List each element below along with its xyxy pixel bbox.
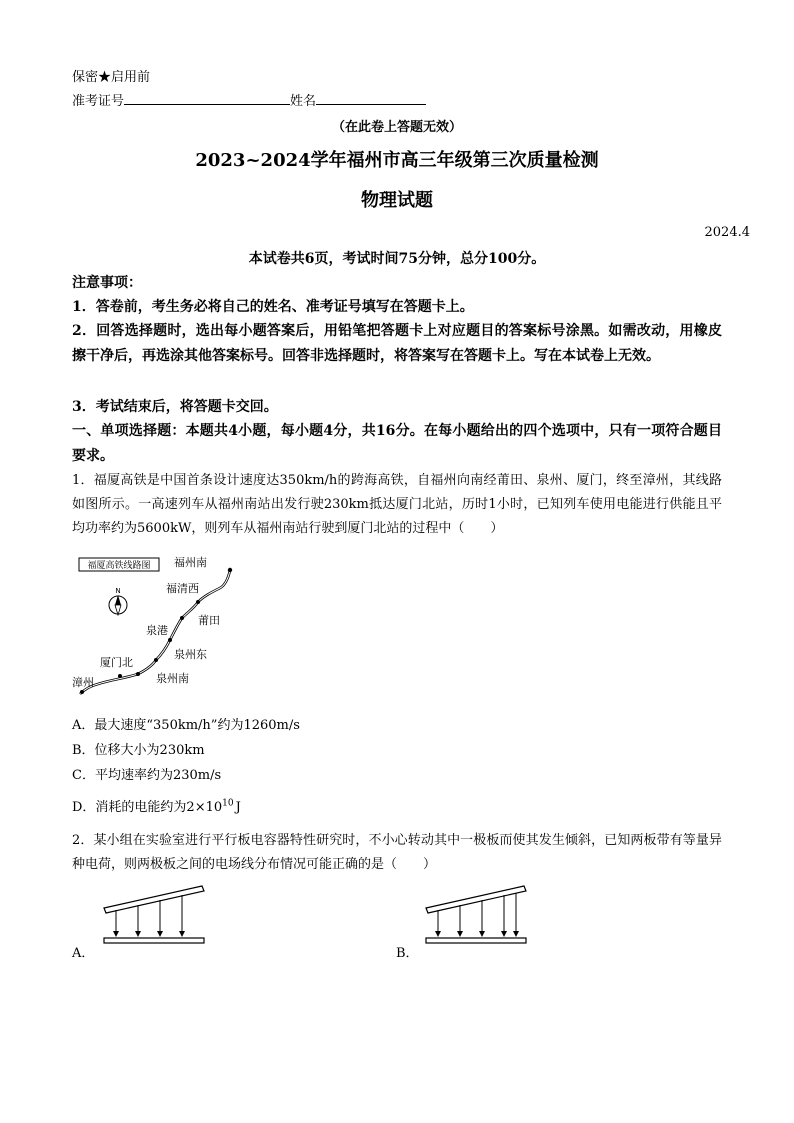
q2-label-b: B． (396, 946, 419, 961)
north-compass-icon (109, 587, 127, 615)
exam-id-blank (124, 90, 290, 105)
q2-label-a: A． (72, 946, 95, 961)
q1-option-d-unit: J (235, 800, 241, 815)
station-quanzhou-nan: 泉州南 (156, 672, 189, 685)
station-fuzhou-nan: 福州南 (174, 556, 207, 569)
exam-title: 2023~2024学年福州市高三年级第三次质量检测 (195, 150, 599, 171)
invalid-note: （在此卷上答题无效） (331, 120, 462, 135)
notes-item-1: 1．答卷前，考生务必将自己的姓名、准考证号填写在答题卡上。 (72, 299, 474, 315)
bottom-plate (104, 938, 204, 943)
station-dot (154, 658, 158, 662)
q2-figure-a (98, 882, 210, 952)
exam-date: 2024.4 (704, 225, 750, 240)
station-zhangzhou: 漳州 (72, 676, 94, 689)
station-dot (228, 568, 232, 572)
station-putian: 莆田 (198, 614, 220, 627)
tilted-plate (104, 886, 204, 913)
exam-info: 本试卷共6页，考试时间75分钟，总分100分。 (248, 251, 546, 267)
q1-option-d-text: D．消耗的电能约为2×10 (72, 800, 223, 815)
north-label: N (115, 587, 121, 595)
tilted-plate (426, 886, 526, 913)
station-dot (136, 672, 140, 676)
section1-heading: 一、单项选择题：本题共4小题，每小题4分，共16分。在每小题给出的四个选项中，只有一项符合题目要求。 (72, 423, 722, 464)
station-dot (80, 690, 84, 694)
station-quanzhou-dong: 泉州东 (174, 648, 207, 661)
q1-option-b: B．位移大小为230km (72, 743, 205, 758)
bottom-plate (426, 938, 526, 943)
station-dot (168, 638, 172, 642)
station-dot (118, 674, 122, 678)
notes-item-3: 3．考试结束后，将答题卡交回。 (72, 399, 278, 415)
q2-figure-b (420, 882, 532, 952)
q1-option-d (72, 796, 241, 815)
exam-id-label: 准考证号 (72, 94, 125, 109)
subject-title: 物理试题 (361, 190, 433, 211)
station-quangang: 泉港 (146, 624, 168, 637)
station-xiamen-bei: 厦门北 (100, 656, 133, 669)
name-label: 姓名 (290, 94, 317, 109)
q2-stem: 2．某小组在实验室进行平行板电容器特性研究时，不小心转动其中一极板而使其发生倾斜，已知两板带有等量异种电荷，则两极板之间的电场线分布情况可能正确的是（ ） (72, 833, 722, 872)
q1-option-d-exponent: 10 (222, 798, 234, 809)
q1-option-a: A．最大速度“350km/h”约为1260m/s (72, 718, 300, 733)
station-dot (196, 600, 200, 604)
railway-map (70, 552, 250, 700)
notes-item-2: 2．回答选择题时，选出每小题答案后，用铅笔把答题卡上对应题目的答案标号涂黑。如需改动，用橡皮擦干净后，再选涂其他答案标号。回答非选择题时，将答案写在答题卡上。写在本试卷上无效。 (72, 323, 722, 364)
map-title: 福厦高铁线路图 (87, 561, 151, 571)
confidential-mark: 保密★启用前 (72, 70, 151, 85)
q1-stem: 1．福厦高铁是中国首条设计速度达350km/h的跨海高铁，自福州向南经莆田、泉州、厦门，终至漳州，其线路如图所示。一高速列车从福州南站出发行驶230km抵达厦门北站，历时1小时，已知列车使用电能进行供能且平均功率约为5600kW，则列车从福州南站行驶到厦门北站的过程中（ ） (72, 473, 722, 536)
name-blank (316, 90, 426, 105)
exam-id-row (72, 90, 426, 109)
q1-option-c: C．平均速率约为230m/s (72, 768, 222, 783)
notes-heading: 注意事项： (72, 275, 142, 291)
station-fuqing-xi: 福清西 (166, 582, 199, 595)
station-dot (180, 616, 184, 620)
